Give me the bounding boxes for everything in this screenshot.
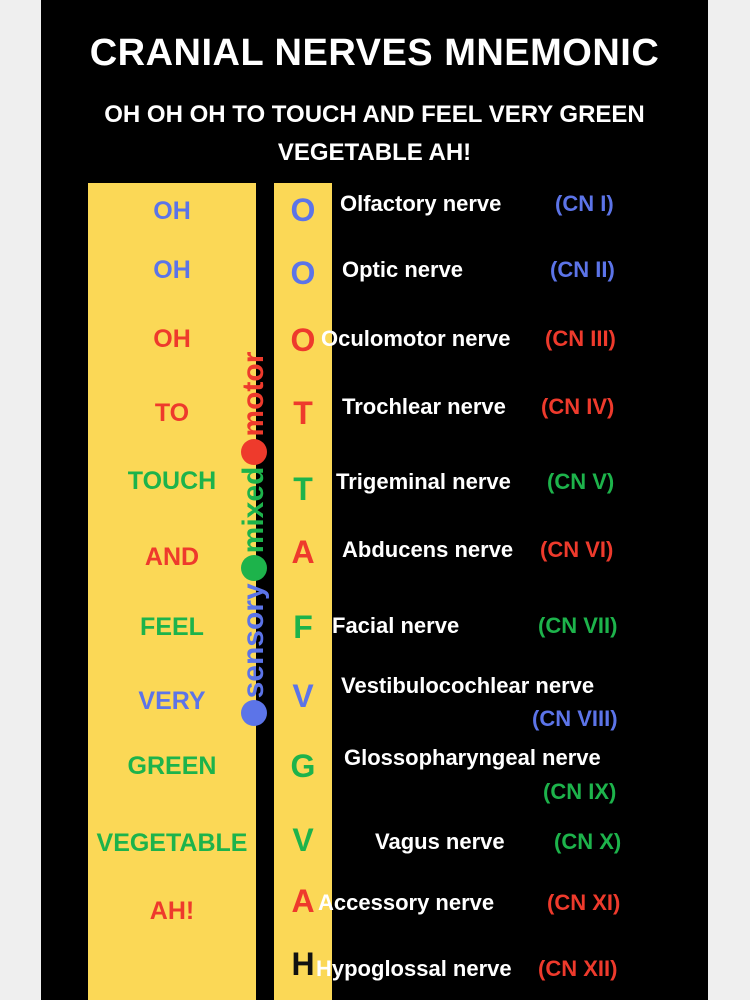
poster-subtitle bbox=[61, 96, 688, 172]
cranial-nerve-number: (CN II) bbox=[550, 257, 615, 282]
mnemonic-word: VEGETABLE bbox=[96, 829, 248, 857]
mnemonic-word: VERY bbox=[138, 687, 206, 715]
nerve-name: Facial nerve bbox=[332, 613, 460, 638]
initial-letter: A bbox=[291, 883, 315, 919]
nerve-name: Hypoglossal nerve bbox=[316, 956, 512, 981]
initial-letter: V bbox=[292, 822, 314, 858]
cranial-nerve-number: (CN X) bbox=[554, 829, 622, 854]
cranial-nerve-number: (CN IX) bbox=[543, 779, 617, 804]
cranial-nerve-number: (CN XII) bbox=[538, 956, 618, 981]
nerve-name: Trochlear nerve bbox=[342, 394, 506, 419]
mnemonic-word: GREEN bbox=[127, 752, 217, 780]
initial-letter: O bbox=[290, 322, 316, 358]
motor-dot bbox=[241, 439, 267, 465]
cranial-nerve-number: (CN III) bbox=[545, 326, 616, 351]
initial-letter: A bbox=[291, 534, 315, 570]
initial-letter: T bbox=[293, 471, 313, 507]
mnemonic-word: TOUCH bbox=[127, 467, 217, 495]
mnemonic-word: AH! bbox=[149, 897, 195, 925]
cranial-nerve-number: (CN XI) bbox=[547, 890, 621, 915]
mnemonic-words-column bbox=[88, 183, 256, 1000]
mnemonic-poster bbox=[41, 0, 708, 1000]
poster-title: CRANIAL NERVES MNEMONIC bbox=[89, 32, 660, 74]
cranial-nerve-number: (CN IV) bbox=[541, 394, 615, 419]
cranial-nerve-number: (CN V) bbox=[547, 469, 615, 494]
mnemonic-word: OH bbox=[153, 197, 191, 225]
initial-letter: G bbox=[290, 748, 316, 784]
nerve-name: Oculomotor nerve bbox=[321, 326, 511, 351]
mnemonic-word: AND bbox=[144, 543, 200, 571]
legend-sensory: sensory bbox=[237, 583, 270, 699]
initial-letter: O bbox=[290, 255, 316, 291]
legend-mixed: mixed bbox=[237, 466, 270, 554]
nerve-name: Trigeminal nerve bbox=[336, 469, 511, 494]
subtitle-line-2: VEGETABLE AH! bbox=[277, 139, 472, 166]
initial-letter: H bbox=[291, 946, 315, 982]
initial-letters-column bbox=[274, 183, 332, 1000]
mnemonic-word: OH bbox=[153, 256, 191, 284]
nerve-name: Glossopharyngeal nerve bbox=[344, 745, 601, 770]
initial-letter: F bbox=[293, 609, 313, 645]
initial-letter: T bbox=[293, 395, 313, 431]
initial-letter: O bbox=[290, 192, 316, 228]
mnemonic-word: OH bbox=[153, 325, 191, 353]
mnemonic-word: TO bbox=[154, 399, 190, 427]
cranial-nerve-number: (CN I) bbox=[555, 191, 614, 216]
nerve-name: Optic nerve bbox=[342, 257, 464, 282]
cranial-nerve-number: (CN VI) bbox=[540, 537, 614, 562]
cranial-nerve-number: (CN VII) bbox=[538, 613, 618, 638]
nerve-name: Abducens nerve bbox=[342, 537, 514, 562]
nerve-name: Olfactory nerve bbox=[340, 191, 502, 216]
nerve-name: Accessory nerve bbox=[318, 890, 495, 915]
nerve-name: Vestibulocochlear nerve bbox=[341, 673, 595, 698]
mnemonic-word: FEEL bbox=[140, 613, 204, 641]
nerve-name: Vagus nerve bbox=[375, 829, 505, 854]
subtitle-line-1: OH OH OH TO TOUCH AND FEEL VERY GREEN bbox=[104, 101, 645, 128]
legend-motor: motor bbox=[237, 351, 270, 437]
initial-letter: V bbox=[292, 678, 314, 714]
cranial-nerve-number: (CN VIII) bbox=[532, 706, 618, 731]
